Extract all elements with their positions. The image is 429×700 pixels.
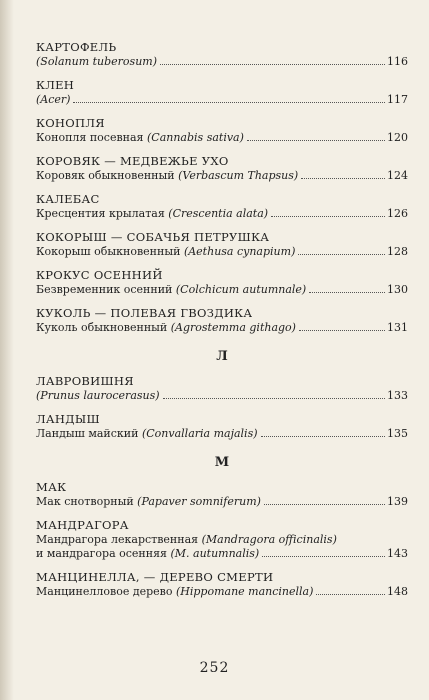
entry-subtitle: Кресцентия крылатая (Crescentia alata) <box>36 207 269 220</box>
entry-title: ЛАНДЫШ <box>36 412 100 426</box>
entry-page-number: 139 <box>387 495 408 508</box>
entry-title: МАНДРАГОРА <box>36 518 129 532</box>
entry-line <box>36 131 408 145</box>
entry-title: КОКОРЫШ — СОБАЧЬЯ ПЕТРУШКА <box>36 230 270 244</box>
entry-subtitle: Конопля посевная (Cannabis sativa) <box>36 131 244 144</box>
entry-subtitle: Кокорыш обыкновенный (Aethusa cynapium) <box>36 245 296 258</box>
dot-leader <box>262 556 385 557</box>
entry-page-number: 116 <box>387 55 408 68</box>
entry-page-number: 124 <box>387 169 408 182</box>
dot-leader <box>160 64 385 65</box>
dot-leader <box>298 254 385 255</box>
entry-page-number: 131 <box>387 321 408 334</box>
entry-page-number: 120 <box>387 131 408 144</box>
entry-title: МАНЦИНЕЛЛА, — ДЕРЕВО СМЕРТИ <box>36 570 274 584</box>
toc-entry <box>36 518 408 561</box>
entry-title: КОНОПЛЯ <box>36 116 105 130</box>
toc-section <box>36 349 408 441</box>
entry-page-number: 133 <box>387 389 408 402</box>
entry-page-number: 117 <box>387 93 408 106</box>
entry-title: КЛЕН <box>36 78 75 92</box>
toc-section <box>36 455 408 599</box>
entry-page-number: 128 <box>387 245 408 258</box>
toc-entry <box>36 268 408 297</box>
entry-line <box>36 245 408 259</box>
table-of-contents <box>36 40 408 608</box>
entry-title: КУКОЛЬ — ПОЛЕВАЯ ГВОЗДИКА <box>36 306 253 320</box>
entry-title: КОРОВЯК — МЕДВЕЖЬЕ УХО <box>36 154 229 168</box>
toc-section <box>36 40 408 335</box>
entry-page-number: 143 <box>387 547 408 560</box>
entry-subtitle: Мандрагора лекарственная (Mandragora officinalis) <box>36 533 337 546</box>
toc-entry <box>36 154 408 183</box>
entry-line <box>36 427 408 441</box>
toc-entry <box>36 192 408 221</box>
entry-subtitle: (Prunus laurocerasus) <box>36 389 160 402</box>
section-letter: М <box>214 455 230 470</box>
toc-entry <box>36 570 408 599</box>
dot-leader <box>163 398 385 399</box>
entry-subtitle: (Acer) <box>36 93 71 106</box>
toc-entry <box>36 480 408 509</box>
entry-page-number: 148 <box>387 585 408 598</box>
entry-line <box>36 585 408 599</box>
entry-line <box>36 55 408 69</box>
dot-leader <box>73 102 385 103</box>
toc-entry <box>36 78 408 107</box>
entry-subtitle: Куколь обыкновенный (Agrostemma githago) <box>36 321 296 334</box>
toc-entry <box>36 230 408 259</box>
toc-entry <box>36 116 408 145</box>
page-gutter-shadow <box>0 0 14 700</box>
entry-page-number: 126 <box>387 207 408 220</box>
entry-line <box>36 495 408 509</box>
entry-line <box>36 93 408 107</box>
entry-subtitle: Коровяк обыкновенный (Verbascum Thapsus) <box>36 169 299 182</box>
entry-line <box>36 389 408 403</box>
entry-subtitle: Манцинелловое дерево (Hippomane mancinella) <box>36 585 314 598</box>
toc-entry <box>36 40 408 69</box>
entry-title: КРОКУС ОСЕННИЙ <box>36 268 163 282</box>
dot-leader <box>316 594 385 595</box>
entry-title: МАК <box>36 480 67 494</box>
entry-page-number: 130 <box>387 283 408 296</box>
entry-title: КАЛЕБАС <box>36 192 100 206</box>
entry-line <box>36 547 408 561</box>
dot-leader <box>261 436 385 437</box>
entry-line <box>36 169 408 183</box>
entry-subtitle: Ландыш майский (Convallaria majalis) <box>36 427 258 440</box>
section-letter: Л <box>216 349 228 364</box>
entry-page-number: 135 <box>387 427 408 440</box>
dot-leader <box>264 504 385 505</box>
toc-entry <box>36 412 408 441</box>
toc-entry <box>36 306 408 335</box>
toc-entry <box>36 374 408 403</box>
entry-subtitle: Мак снотворный (Papaver somniferum) <box>36 495 261 508</box>
dot-leader <box>301 178 385 179</box>
dot-leader <box>271 216 385 217</box>
dot-leader <box>247 140 385 141</box>
entry-title: КАРТОФЕЛЬ <box>36 40 117 54</box>
entry-line <box>36 207 408 221</box>
entry-subtitle: (Solanum tuberosum) <box>36 55 158 68</box>
entry-subtitle: и мандрагора осенняя (M. autumnalis) <box>36 547 260 560</box>
entry-subtitle: Безвременник осенний (Colchicum autumnale) <box>36 283 307 296</box>
entry-line <box>36 283 408 297</box>
dot-leader <box>299 330 385 331</box>
entry-line <box>36 321 408 335</box>
page-number: 252 <box>199 660 230 676</box>
dot-leader <box>309 292 385 293</box>
entry-title: ЛАВРОВИШНЯ <box>36 374 134 388</box>
